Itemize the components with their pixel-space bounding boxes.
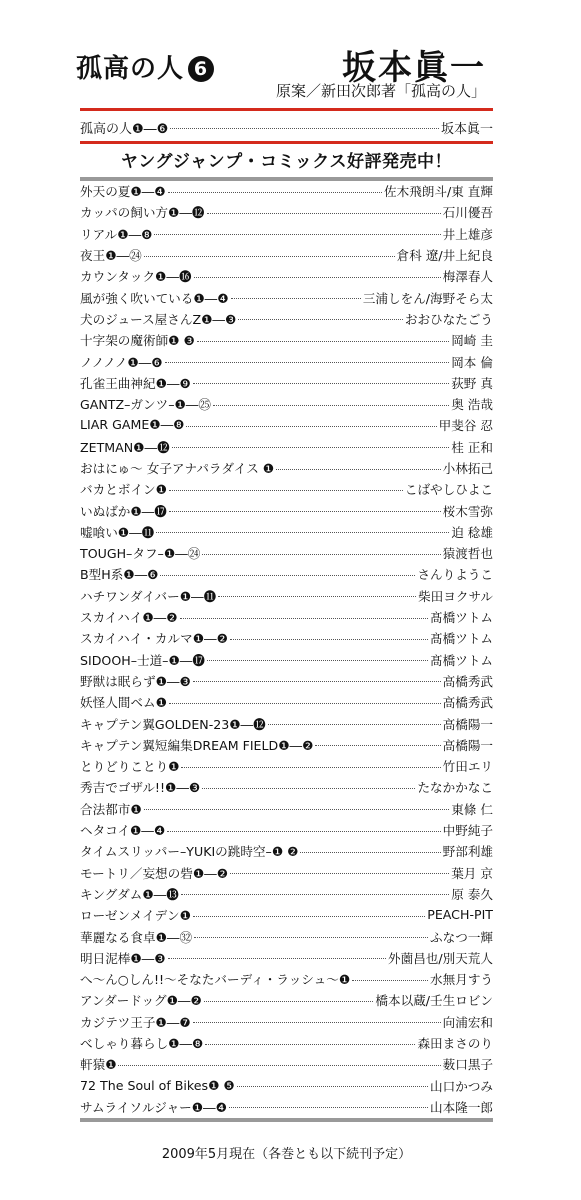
list-item	[80, 286, 493, 307]
list-item-author: 橋本以蔵/壬生ロビン	[375, 993, 493, 1009]
list-item-author: 奥 浩哉	[451, 397, 493, 413]
list-item-author: 梅澤春人	[442, 269, 493, 285]
list-item-title: おはにゅ～ 女子アナパラダイス ❶	[80, 461, 275, 476]
list-item	[80, 798, 493, 819]
list-item	[80, 1011, 493, 1032]
list-item-title: リアル❶―❽	[80, 226, 153, 242]
banner-red-rule	[80, 141, 493, 144]
leader-dots	[268, 723, 441, 725]
leader-dots	[180, 617, 429, 619]
list-item	[80, 542, 493, 563]
list-item-title: 風が強く吹いている❶―❹	[80, 290, 229, 306]
leader-dots	[231, 297, 361, 299]
leader-dots	[276, 468, 441, 470]
list-item-title: いぬばか❶―⓱	[80, 503, 167, 519]
list-item-title: 華麗なる食卓❶―㉜	[80, 929, 193, 945]
list-item-author: 三浦しをん/海野そら太	[362, 290, 493, 306]
list-item-author: 山本隆一郎	[430, 1099, 493, 1115]
leader-dots	[156, 531, 449, 533]
list-item-author: たなかかなこ	[417, 780, 493, 796]
leader-dots	[118, 1064, 440, 1066]
list-item-title: TOUGH–タフ–❶―㉔	[80, 546, 201, 562]
list-item-author: 原 泰久	[451, 886, 493, 902]
list-item	[80, 350, 493, 371]
leader-dots	[154, 233, 440, 235]
list-item-author: 小林拓己	[442, 461, 493, 476]
list-item-title: 嘘喰い❶―⓫	[80, 524, 155, 540]
list-item-author: ふなつ一輝	[430, 929, 493, 945]
list-item-author: おおひなたごう	[404, 311, 493, 327]
list-item-author: 柴田ヨクサル	[418, 588, 493, 604]
list-item-title: 秀吉でゴザル!!❶―❸	[80, 780, 201, 796]
list-item	[80, 1053, 493, 1074]
leader-dots	[193, 915, 425, 917]
own-series-title: 孤高の人❶―❻	[80, 121, 169, 137]
list-item-title: ZETMAN❶―⓬	[80, 439, 170, 455]
leader-dots	[193, 1021, 441, 1023]
original-credit: 原案／新田次郎著「孤高の人」	[275, 82, 486, 100]
list-item-title: べしゃり暮らし❶―❽	[80, 1036, 204, 1052]
list-item	[80, 265, 493, 286]
list-item-author: 高橋秀武	[442, 673, 493, 689]
list-item-title: とりどりことり❶	[80, 759, 180, 775]
list-item-author: さんりようこ	[417, 567, 493, 583]
list-item	[80, 521, 493, 542]
list-item-author: 髙橋ツトム	[430, 631, 493, 647]
leader-dots	[205, 1043, 415, 1045]
list-item	[80, 840, 493, 861]
list-item-title: モートリ／妄想の砦❶―❷	[80, 865, 229, 881]
list-item-author: 水無月すう	[430, 972, 493, 988]
list-item-author: 東條 仁	[451, 801, 493, 817]
list-item	[80, 308, 493, 329]
leader-dots	[352, 979, 428, 981]
list-item-title: GANTZ–ガンツ–❶―㉕	[80, 397, 211, 413]
list-item-title: 72 The Soul of Bikes❶ ❺	[80, 1077, 235, 1093]
leader-dots	[207, 659, 428, 661]
list-item-title: B型H系❶―❻	[80, 567, 159, 583]
list-item-title: タイムスリッパー–YUKIの跳時空–❶ ❷	[80, 844, 299, 860]
leader-dots	[197, 340, 449, 342]
list-item-title: 合法都市❶	[80, 801, 142, 817]
list-item	[80, 1032, 493, 1053]
list-item-author: 高橋秀武	[442, 695, 493, 711]
leader-dots	[230, 638, 428, 640]
list-item-title: 夜王❶―㉔	[80, 248, 142, 264]
book-title-text: 孤高の人	[76, 54, 185, 84]
list-item-author: 森田まさのり	[417, 1036, 493, 1052]
leader-dots	[202, 553, 440, 555]
list-item-title: キャプテン翼短編集DREAM FIELD❶―❷	[80, 737, 314, 753]
list-item-title: へ～ん○しん!!～そなたバーディ・ラッシュ～❶	[80, 972, 351, 988]
own-series-row	[80, 116, 493, 138]
list-item	[80, 819, 493, 840]
list-item-title: 外天の夏❶―❹	[80, 184, 166, 200]
list-item-title: ローゼンメイデン❶	[80, 908, 191, 924]
list-item-author: 倉科 遼/井上紀良	[396, 248, 493, 264]
list-item-title: カッパの飼い方❶―⓬	[80, 205, 205, 221]
list-item-author: 岡崎 圭	[451, 333, 493, 349]
list-item	[80, 989, 493, 1010]
top-red-rule	[80, 108, 493, 111]
list-item-title: ハチワンダイバー❶―⓫	[80, 588, 217, 604]
leader-dots	[193, 382, 449, 384]
list-item	[80, 925, 493, 946]
own-series-author: 坂本眞一	[440, 121, 493, 137]
list-item-author: 葉月 京	[451, 865, 493, 881]
leader-dots	[193, 680, 441, 682]
list-item-author: 井上雄彦	[442, 226, 493, 242]
list-item	[80, 244, 493, 265]
list-item	[80, 372, 493, 393]
list-item-title: スカイハイ❶―❷	[80, 610, 178, 626]
list-item-author: 高橋陽一	[442, 737, 493, 753]
catalog-list	[80, 180, 493, 1117]
list-item-author: 中野純子	[442, 823, 493, 839]
leader-dots	[160, 574, 415, 576]
list-item-title: キングダム❶―⓭	[80, 886, 179, 902]
leader-dots	[165, 361, 450, 363]
list-item-author: 山口かつみ	[430, 1078, 493, 1094]
list-item	[80, 563, 493, 584]
list-item-title: キャプテン翼GOLDEN-23❶―⓬	[80, 716, 266, 732]
list-item-title: ノノノノ❶―❻	[80, 354, 163, 370]
list-item	[80, 734, 493, 755]
list-item-author: 荻野 真	[451, 375, 493, 391]
list-item-author: 薮口黒子	[442, 1057, 493, 1073]
leader-dots	[300, 851, 440, 853]
banner-heading: ヤングジャンプ・コミックス好評発売中！	[120, 152, 453, 172]
footer-note: 2009年5月現在（各巻とも以下続刊予定）	[161, 1147, 412, 1162]
list-item	[80, 499, 493, 520]
list-item	[80, 329, 493, 350]
book-title	[76, 48, 214, 85]
list-item-author: 高橋陽一	[442, 716, 493, 732]
list-item	[80, 585, 493, 606]
header	[0, 0, 581, 110]
leader-dots	[170, 127, 439, 129]
list-item	[80, 606, 493, 627]
author-name: 坂本眞一	[342, 48, 486, 88]
leader-dots	[230, 872, 449, 874]
list-item-author: 桜木雪弥	[442, 503, 493, 519]
list-item-author: 甲斐谷 忍	[438, 418, 493, 434]
list-item	[80, 436, 493, 457]
list-item	[80, 947, 493, 968]
list-item	[80, 691, 493, 712]
list-item	[80, 649, 493, 670]
list-item	[80, 670, 493, 691]
leader-dots	[169, 510, 441, 512]
list-item	[80, 223, 493, 244]
list-item-title: 妖怪人間ベム❶	[80, 695, 167, 711]
leader-dots	[167, 830, 440, 832]
leader-dots	[207, 212, 441, 214]
leader-dots	[181, 766, 440, 768]
list-bottom-rule	[80, 1118, 493, 1122]
leader-dots	[315, 744, 440, 746]
list-item-author: 外薗昌也/別天荒人	[388, 950, 493, 966]
list-item	[80, 712, 493, 733]
list-item	[80, 755, 493, 776]
leader-dots	[181, 893, 449, 895]
list-item	[80, 627, 493, 648]
list-item-author: こばやしひよこ	[404, 482, 493, 498]
list-item-title: カジテツ王子❶―❼	[80, 1014, 191, 1030]
list-item	[80, 1074, 493, 1095]
list-item-author: 石川優吾	[442, 205, 493, 221]
leader-dots	[168, 957, 386, 959]
list-item-author: 岡本 倫	[451, 354, 493, 370]
leader-dots	[144, 808, 450, 810]
list-item-title: 十字架の魔術師❶ ❸	[80, 333, 195, 349]
list-item	[80, 457, 493, 478]
list-item	[80, 478, 493, 499]
list-item-author: 猿渡哲也	[442, 546, 493, 562]
leader-dots	[186, 425, 436, 427]
list-item	[80, 180, 493, 201]
leader-dots	[237, 1085, 428, 1087]
list-item	[80, 776, 493, 797]
list-item-title: カウンタック❶―⓰	[80, 269, 192, 285]
list-item-title: サムライソルジャー❶―❹	[80, 1099, 227, 1115]
list-item-author: 向浦宏和	[442, 1014, 493, 1030]
leader-dots	[194, 936, 428, 938]
list-item	[80, 393, 493, 414]
list-item-title: スカイハイ・カルマ❶―❷	[80, 631, 228, 647]
leader-dots	[204, 1000, 374, 1002]
list-item-title: LIAR GAME❶―❽	[80, 417, 185, 433]
volume-badge: 6	[188, 56, 214, 82]
list-item	[80, 883, 493, 904]
list-item	[80, 862, 493, 883]
list-item-title: アンダードッグ❶―❷	[80, 993, 202, 1009]
list-item-author: 迫 稔雄	[451, 524, 493, 540]
leader-dots	[194, 276, 441, 278]
list-item	[80, 1096, 493, 1117]
list-item-title: 軒猿❶	[80, 1057, 117, 1073]
list-item	[80, 414, 493, 435]
list-item-title: ヘタコイ❶―❹	[80, 823, 166, 839]
leader-dots	[202, 787, 415, 789]
list-item-author: PEACH-PIT	[427, 907, 493, 923]
leader-dots	[144, 255, 395, 257]
leader-dots	[169, 489, 403, 491]
leader-dots	[213, 404, 449, 406]
list-item	[80, 201, 493, 222]
list-item-author: 佐木飛朗斗/東 直輝	[384, 184, 493, 200]
leader-dots	[229, 1106, 428, 1108]
list-item-title: バカとボイン❶	[80, 482, 167, 498]
list-item-author: 野部利雄	[442, 844, 493, 860]
list-item-title: 野獣は眠らず❶―❸	[80, 673, 191, 689]
list-item-author: 桂 正和	[451, 439, 493, 455]
list-item-title: 明日泥棒❶―❸	[80, 950, 166, 966]
list-item-title: 犬のジュース屋さんZ❶―❸	[80, 311, 237, 327]
list-item	[80, 904, 493, 925]
leader-dots	[168, 191, 382, 193]
list-item-author: 髙橋ツトム	[430, 652, 493, 668]
list-item-title: SIDOOH–士道–❶―⓱	[80, 652, 205, 668]
list-item-title: 孔雀王曲神紀❶―❾	[80, 375, 191, 391]
leader-dots	[238, 318, 403, 320]
list-item-author: 髙橋ツトム	[430, 610, 493, 626]
list-item	[80, 968, 493, 989]
list-item-author: 竹田エリ	[442, 759, 493, 775]
leader-dots	[169, 702, 441, 704]
leader-dots	[218, 595, 416, 597]
leader-dots	[172, 446, 450, 448]
